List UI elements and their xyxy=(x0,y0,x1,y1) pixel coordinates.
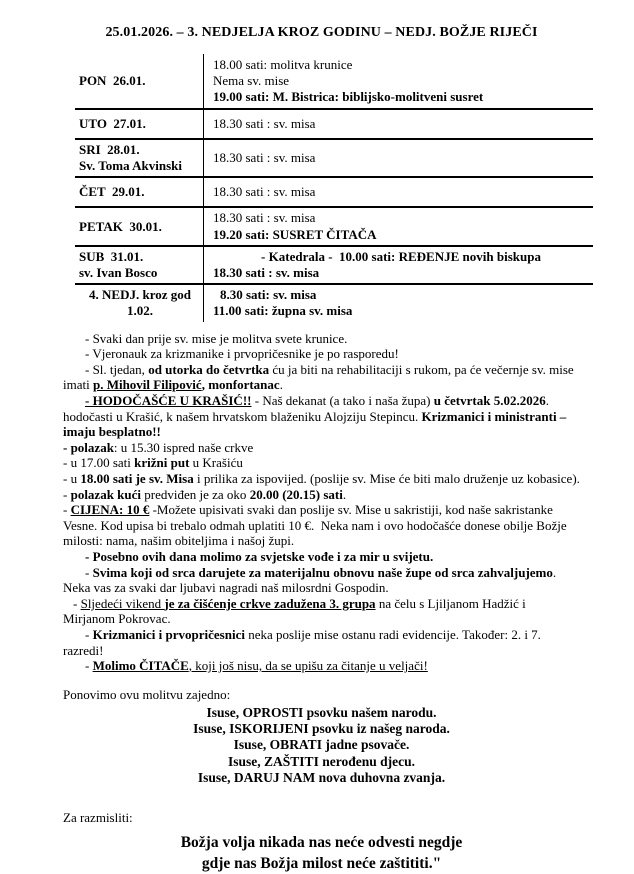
text-run: i prilika za ispovijed. (poslije sv. Mise će biti malo druženje uz kobasice). xyxy=(193,470,580,486)
day-cell xyxy=(75,284,204,321)
text-run: - u xyxy=(63,470,81,486)
text-run: - u 17.00 sati xyxy=(63,455,135,471)
schedule-entry xyxy=(213,150,589,166)
text-run: 8.30 sati: sv. misa xyxy=(220,287,317,303)
text-run: je za čišćenje crkve zadužena 3. grupa xyxy=(164,595,376,611)
day-sublabel xyxy=(79,158,201,174)
schedule-entry xyxy=(213,303,589,319)
text-run: Krizmanici i ministranti – imaju besplatno!! xyxy=(63,408,570,440)
prayer-line: Isuse, OBRATI jadne psovače. xyxy=(233,737,410,753)
quote-line: Božja volja nikada nas neće odvesti negdje xyxy=(180,834,463,852)
announcement-item xyxy=(63,658,580,674)
text-run: UTO 27.01. xyxy=(79,115,146,131)
text-run: 18.30 sati : sv. misa xyxy=(213,184,316,200)
schedule-cell xyxy=(204,207,594,245)
announcement-item xyxy=(63,502,580,549)
prayer-line: Isuse, OPROSTI psovku našem narodu. xyxy=(206,704,437,720)
text-run: 19.20 sati: SUSRET ČITAČA xyxy=(213,226,377,242)
text-run: Molimo ČITAČE xyxy=(92,658,189,674)
text-run: - xyxy=(63,502,71,518)
announcement-item xyxy=(63,440,580,456)
text-run: 19.00 sati: M. Bistrica: biblijsko-molitveni susret xyxy=(213,89,484,105)
prayer-line: Isuse, ISKORIJENI psovku iz našeg naroda. xyxy=(193,720,450,736)
text-run: p. Mihovil Filipović xyxy=(92,377,202,393)
announcement-item xyxy=(63,393,580,440)
text-run: 11.00 sati: župna sv. misa xyxy=(213,303,353,319)
text-run: 18.30 sati : sv. misa xyxy=(213,265,320,281)
text-run: polazak kući xyxy=(70,486,142,502)
text-run: 18.00 sati je sv. Misa xyxy=(80,470,194,486)
schedule-entry xyxy=(213,57,589,73)
text-run: 18.00 sati: molitva krunice xyxy=(213,56,353,72)
day-label xyxy=(79,116,201,132)
reflection-quote xyxy=(63,832,580,874)
text-run: -Možete upisivati svaki dan poslije sv. Mise u sakristiji, kod naše sakristanke Vesne. Kod upisa bi trebalo odmah uplatiti 10 €. Neka nam i ovo hodočašće donese obilje Božje milosti: nama, našim obiteljima i našoj župi. xyxy=(63,502,570,549)
text-run: - xyxy=(85,658,93,674)
schedule-cell xyxy=(204,246,594,284)
prayer-intro: Ponovimo ovu molitvu zajedno: xyxy=(63,686,231,702)
schedule-entry xyxy=(213,116,589,132)
text-run: - xyxy=(85,626,93,642)
text-run: od utorka do četvrtka xyxy=(148,361,270,377)
text-run: neka poslije mise ostanu radi evidencije. Također: 2. i 7. razredi! xyxy=(63,626,545,658)
day-cell xyxy=(75,139,204,177)
schedule-entry xyxy=(213,249,589,265)
announcement-item xyxy=(63,346,580,362)
day-cell xyxy=(75,109,204,139)
text-run: SRI 28.01. xyxy=(79,142,140,157)
announcement-item xyxy=(63,487,580,503)
text-run: u četvrtak 5.02.2026 xyxy=(433,393,546,408)
schedule-cell xyxy=(204,54,594,109)
text-run: - xyxy=(73,595,81,611)
schedule-entry xyxy=(213,227,589,243)
text-run: - Svaki dan prije sv. mise je molitva svete krunice. xyxy=(85,330,348,346)
day-sublabel xyxy=(79,303,201,319)
schedule-cell xyxy=(204,109,594,139)
day-cell xyxy=(75,177,204,207)
text-run: 4. NEDJ. kroz god xyxy=(89,287,191,303)
text-run: 18.30 sati : sv. misa xyxy=(213,115,316,131)
schedule-row-sub xyxy=(75,246,593,284)
text-run: Krizmanici i prvopričesnici xyxy=(92,626,245,642)
text-run: 18.30 sati : sv. misa xyxy=(213,210,316,226)
schedule-entry xyxy=(213,265,589,281)
document-title: 25.01.2026. – 3. NEDJELJA KROZ GODINU – NEDJ. BOŽJE RIJEČI xyxy=(105,25,538,40)
text-run: na čelu s Ljiljanom Hadžić i Mirjanom Pokrovac. xyxy=(63,595,529,627)
announcement-item xyxy=(63,455,580,471)
text-run: - Sl. tjedan, xyxy=(85,361,149,377)
schedule-entry xyxy=(213,287,589,303)
schedule-row-petak xyxy=(75,207,593,245)
text-run: , koji još nisu, da se upišu za čitanje u veljači! xyxy=(188,658,428,674)
schedule-row-uto xyxy=(75,109,593,139)
schedule-entry xyxy=(213,184,589,200)
text-run: : u 15.30 ispred naše crkve xyxy=(113,439,254,455)
day-label xyxy=(79,219,201,235)
text-run: , monfortanac xyxy=(201,377,280,393)
schedule-entry xyxy=(213,210,589,226)
text-run: Svima koji od srca darujete za materijalnu obnovu naše župe od srca zahvaljujemo xyxy=(92,564,553,580)
text-run: - polazak xyxy=(63,439,114,455)
text-run: PETAK 30.01. xyxy=(79,218,162,234)
text-run: Sv. Toma Akvinski xyxy=(79,158,182,174)
schedule-cell xyxy=(204,177,594,207)
text-run: SUB 31.01. xyxy=(79,248,144,264)
day-label xyxy=(79,287,201,303)
text-run: ću ja biti na rehabilitaciji s rukom, pa će večernje sv. mise imati xyxy=(63,361,577,393)
day-label xyxy=(79,73,201,89)
text-run: - HODOČAŠĆE U KRAŠIĆ!! xyxy=(85,393,252,408)
reflection-label: Za razmisliti: xyxy=(63,810,133,826)
prayer-section xyxy=(63,705,580,786)
schedule-cell xyxy=(204,139,594,177)
text-run: . Neka vas za svaki dar ljubavi nagradi naš milosrdni Gospodin. xyxy=(63,564,560,596)
text-run: CIJENA: 10 € xyxy=(70,502,150,518)
day-cell xyxy=(75,207,204,245)
schedule-row-nedjelja xyxy=(75,284,593,321)
prayer-line: Isuse, ZAŠTITI nerođenu djecu. xyxy=(228,753,415,769)
text-run: - Vjeronauk za krizmanike i prvopričesnike je po rasporedu! xyxy=(85,346,399,362)
day-cell xyxy=(75,54,204,109)
text-run: - Posebno ovih dana molimo za svjetske vođe i za mir u svijetu. xyxy=(85,548,434,564)
text-run: PON 26.01. xyxy=(79,72,146,88)
text-run: - xyxy=(85,564,93,580)
schedule-entry xyxy=(213,89,589,105)
text-run: ČET 29.01. xyxy=(79,184,145,200)
schedule-entry xyxy=(213,73,589,89)
weekly-schedule-table xyxy=(75,54,593,322)
text-run: - Naš dekanat (a tako i naša župa) xyxy=(251,393,434,408)
schedule-row-cet xyxy=(75,177,593,207)
day-label xyxy=(79,249,201,265)
text-run: . xyxy=(279,377,283,393)
text-run: - xyxy=(63,486,71,502)
announcement-item xyxy=(63,331,580,347)
schedule-row-sri xyxy=(75,139,593,177)
announcement-item xyxy=(63,627,580,658)
text-run: sv. Ivan Bosco xyxy=(79,265,158,281)
day-sublabel xyxy=(79,265,201,281)
text-run: Nema sv. mise xyxy=(213,72,290,88)
announcement-item xyxy=(63,471,580,487)
schedule-cell xyxy=(204,284,594,321)
day-label xyxy=(79,142,201,158)
text-run: predviđen je za oko xyxy=(141,486,250,502)
text-run: - Katedrala - 10.00 sati: REĐENJE novih biskupa xyxy=(261,248,541,264)
day-cell xyxy=(75,246,204,284)
text-run: križni put xyxy=(134,455,190,471)
text-run: . hodočasti u Krašić, k našem hrvatskom blaženiku Alojziju Stepincu. xyxy=(63,393,553,424)
text-run: . xyxy=(342,486,347,502)
text-run: 1.02. xyxy=(127,303,153,319)
announcement-item xyxy=(63,549,580,565)
announcement-item xyxy=(63,565,580,596)
announcement-item xyxy=(63,362,580,393)
schedule-row-pon xyxy=(75,54,593,109)
day-label xyxy=(79,184,201,200)
prayer-line: Isuse, DARUJ NAM nova duhovna zvanja. xyxy=(197,769,446,785)
text-run: u Krašiću xyxy=(189,455,243,471)
text-run: 20.00 (20.15) sati xyxy=(249,486,343,502)
text-run: Sljedeći vikend xyxy=(80,595,165,611)
announcements-section xyxy=(63,331,580,674)
announcement-item xyxy=(63,596,580,627)
text-run: 18.30 sati : sv. misa xyxy=(213,150,316,166)
quote-line: gdje nas Božja milost neće zaštititi." xyxy=(201,855,442,873)
